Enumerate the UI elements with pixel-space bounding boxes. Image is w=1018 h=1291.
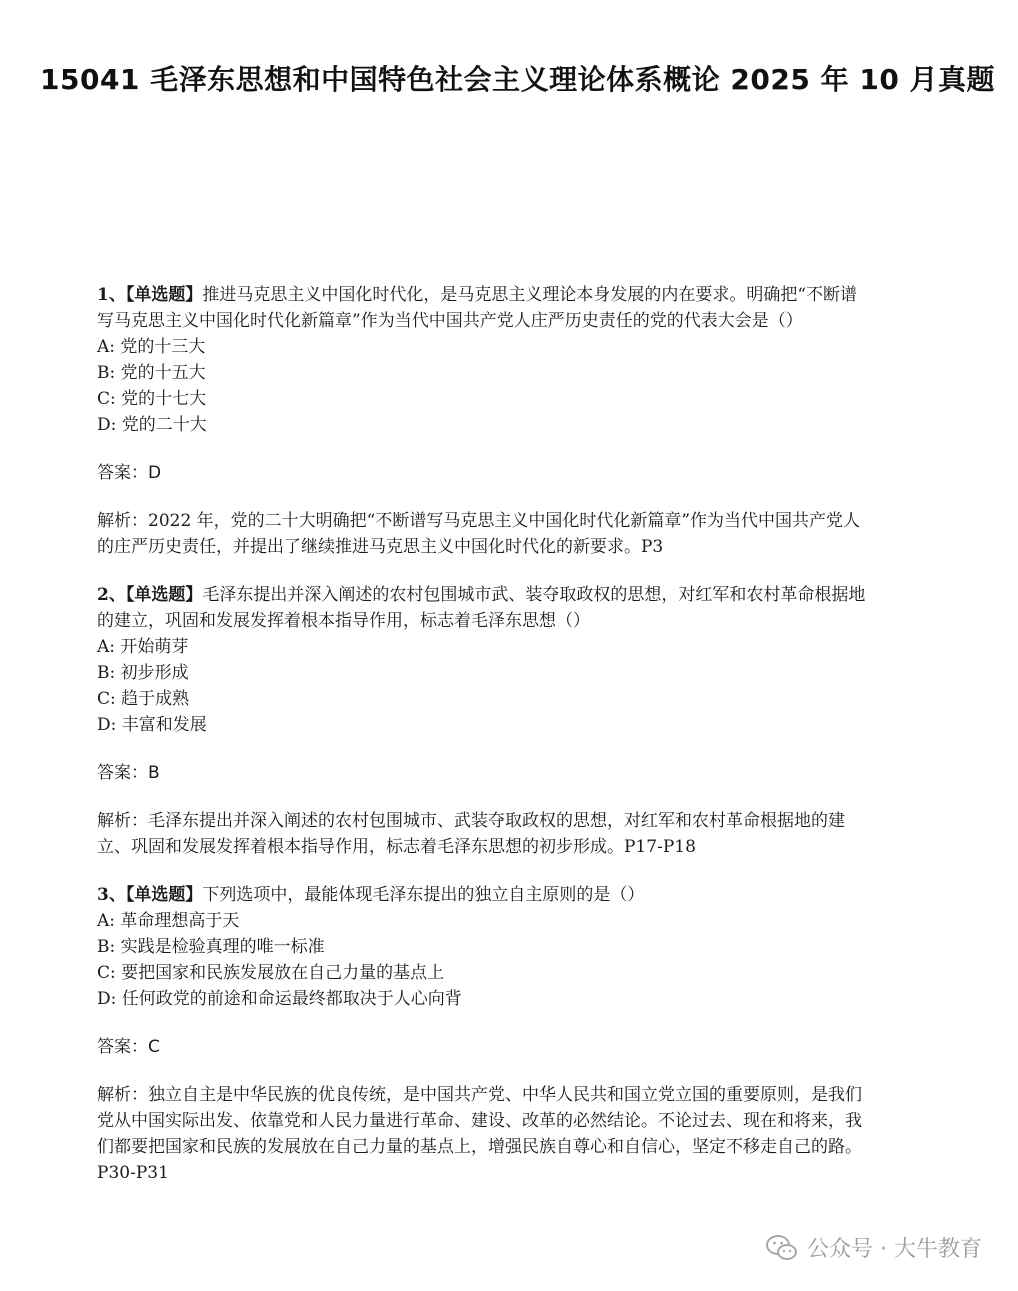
- question-number: 3、: [97, 885, 126, 905]
- option-a: A: 革命理想高于天: [97, 911, 240, 931]
- question-stem: [97, 282, 867, 334]
- option-c: C: 党的十七大: [97, 389, 207, 409]
- answer: [97, 760, 867, 786]
- wechat-icon: [765, 1234, 799, 1262]
- question-type: 【单选题】: [125, 585, 203, 605]
- question-type: 【单选题】: [125, 885, 203, 905]
- question-number: 1、: [97, 285, 126, 305]
- question-text: 下列选项中，最能体现毛泽东提出的独立自主原则的是（）: [202, 885, 645, 905]
- options-list: [97, 634, 867, 738]
- question-stem: [97, 582, 867, 634]
- page-title: 15041 毛泽东思想和中国特色社会主义理论体系概论 2025 年 10 月真题: [40, 63, 996, 96]
- question-1: [97, 282, 867, 560]
- option-a: A: 开始萌芽: [97, 637, 189, 657]
- watermark-text: 公众号 · 大牛教育: [807, 1237, 982, 1262]
- analysis: 解析：独立自主是中华民族的优良传统，是中国共产党、中华人民共和国立党立国的重要原则，是我们党从中国实际出发、依靠党和人民力量进行革命、建设、改革的必然结论。不论过去、现在和将来，我们都要把国家和民族的发展放在自己力量的基点上，增强民族自尊心和自信心，坚定不移走自己的路。P30-P31: [97, 1085, 862, 1183]
- answer-value: B: [148, 763, 160, 783]
- question-2: [97, 582, 867, 860]
- question-text: 毛泽东提出并深入阐述的农村包围城市武、装夺取政权的思想，对红军和农村革命根据地的建立，巩固和发展发挥着根本指导作用，标志着毛泽东思想（）: [97, 585, 866, 631]
- option-b: B: 初步形成: [97, 663, 189, 683]
- watermark: [761, 1230, 986, 1265]
- answer-label: 答案：: [97, 1037, 148, 1057]
- question-text: 推进马克思主义中国化时代化，是马克思主义理论本身发展的内在要求。明确把“不断谱写马克思主义中国化时代化新篇章”作为当代中国共产党人庄严历史责任的党的代表大会是（）: [97, 285, 858, 331]
- answer: [97, 460, 867, 486]
- question-3: [97, 882, 867, 1186]
- answer-label: 答案：: [97, 763, 148, 783]
- options-list: [97, 334, 867, 438]
- option-b: B: 实践是检验真理的唯一标准: [97, 937, 325, 957]
- question-type: 【单选题】: [125, 285, 203, 305]
- analysis: 解析：2022 年，党的二十大明确把“不断谱写马克思主义中国化时代化新篇章”作为当代中国共产党人的庄严历史责任，并提出了继续推进马克思主义中国化时代化的新要求。P3: [97, 511, 861, 557]
- option-b: B: 党的十五大: [97, 363, 206, 383]
- question-number: 2、: [97, 585, 126, 605]
- question-stem: [97, 882, 867, 908]
- option-d: D: 党的二十大: [97, 415, 207, 435]
- option-a: A: 党的十三大: [97, 337, 206, 357]
- options-list: [97, 908, 867, 1012]
- option-c: C: 趋于成熟: [97, 689, 190, 709]
- analysis: 解析：毛泽东提出并深入阐述的农村包围城市、武装夺取政权的思想，对红军和农村革命根据地的建立、巩固和发展发挥着根本指导作用，标志着毛泽东思想的初步形成。P17-P18: [97, 811, 845, 857]
- answer-label: 答案：: [97, 463, 148, 483]
- question-list: [97, 282, 867, 1186]
- option-c: C: 要把国家和民族发展放在自己力量的基点上: [97, 963, 445, 983]
- answer: [97, 1034, 867, 1060]
- answer-value: D: [148, 463, 162, 483]
- option-d: D: 丰富和发展: [97, 715, 207, 735]
- option-d: D: 任何政党的前途和命运最终都取决于人心向背: [97, 989, 462, 1009]
- answer-value: C: [148, 1037, 160, 1057]
